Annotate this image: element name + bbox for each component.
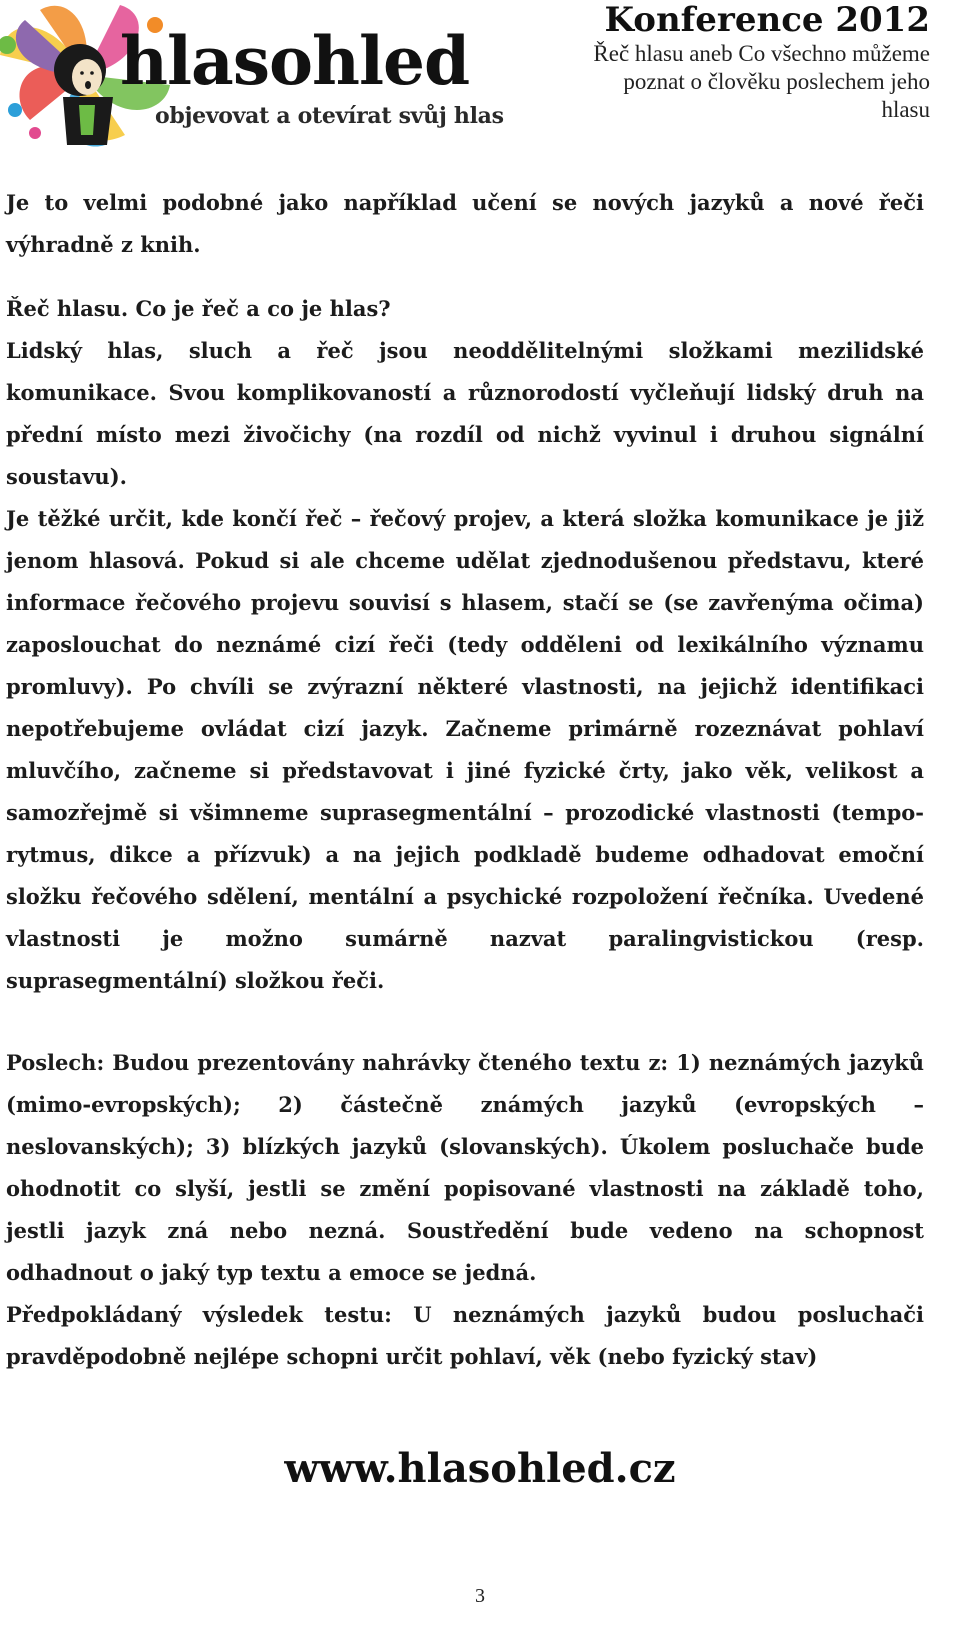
conference-title: Konference 2012 [604, 0, 930, 40]
page-header [0, 0, 960, 160]
article-body [6, 182, 924, 1378]
paragraph-expected-result: Předpokládaný výsledek testu: U neznámých jazyků budou posluchači pravděpodobně nejlépe schopni určit pohlaví, věk (nebo fyzický stav) [6, 1302, 924, 1369]
conference-subtitle-line: poznat o člověku poslechem jeho [623, 69, 930, 94]
conference-subtitle-line: hlasu [881, 97, 930, 122]
hlasohled-logo [0, 0, 504, 155]
paragraph-speech-vs-voice: Je těžké určit, kde končí řeč – řečový projev, a která složka komunikace je již jenom hlasová. Pokud si ale chceme udělat zjednodušenou představu, které informace řečového projevu souvisí s hlasem, stačí se (se zavřenýma očima) zaposlouchat do neznámé cizí řeči (tedy odděleni od lexikálního významu promluvy). Po chvíli se zvýrazní některé vlastnosti, na jejichž identifikaci nepotřebujeme ovládat cizí jazyk. Začneme primárně rozeznávat pohlaví mluvčího, začneme si představovat i jiné fyzické črty, jako věk, velikost a samozřejmě si všimneme suprasegmentální – prozodické vlastnosti (tempo-rytmus, dikce a přízvuk) a na jejich podkladě budeme odhadovat emoční složku řečového sdělení, mentální a psychické rozpoložení řečníka. Uvedené vlastnosti je možno sumárně nazvat paralingvistickou (resp. suprasegmentální) složkou řeči. [6, 506, 924, 993]
conference-subtitle [510, 40, 930, 124]
logo-tagline: objevovat a otevírat svůj hlas [155, 103, 504, 129]
paragraph-intro: Je to velmi podobné jako například učení se nových jazyků a nové řeči výhradně z knih. [6, 190, 924, 257]
conference-info [510, 0, 930, 124]
section-heading: Řeč hlasu. Co je řeč a co je hlas? [6, 296, 391, 321]
paragraph-listening: Poslech: Budou prezentovány nahrávky čteného textu z: 1) neznámých jazyků (mimo-evropských); 2) částečně známých jazyků (evropských – neslovanských); 3) blízkých jazyků (slovanských). Úkolem posluchače bude ohodnotit co slyší, jestli se změní popisované vlastnosti na základě toho, jestli jazyk zná nebo nezná. Soustředění bude vedeno na schopnost odhadnout o jaký typ textu a emoce se jedná. [6, 1050, 924, 1285]
logo-wordmark: hlasohled [120, 22, 470, 100]
page-number: 3 [475, 1585, 485, 1607]
conference-subtitle-line: Řeč hlasu aneb Co všechno můžeme [593, 41, 930, 66]
website-link[interactable]: www.hlasohled.cz [284, 1445, 676, 1492]
paragraph-voice-definition: Lidský hlas, sluch a řeč jsou neoddělitelnými složkami mezilidské komunikace. Svou komplikovaností a různorodostí vyčleňují lidský druh na přední místo mezi živočichy (na rozdíl od nichž vyvinul i druhou signální soustavu). [6, 338, 924, 489]
